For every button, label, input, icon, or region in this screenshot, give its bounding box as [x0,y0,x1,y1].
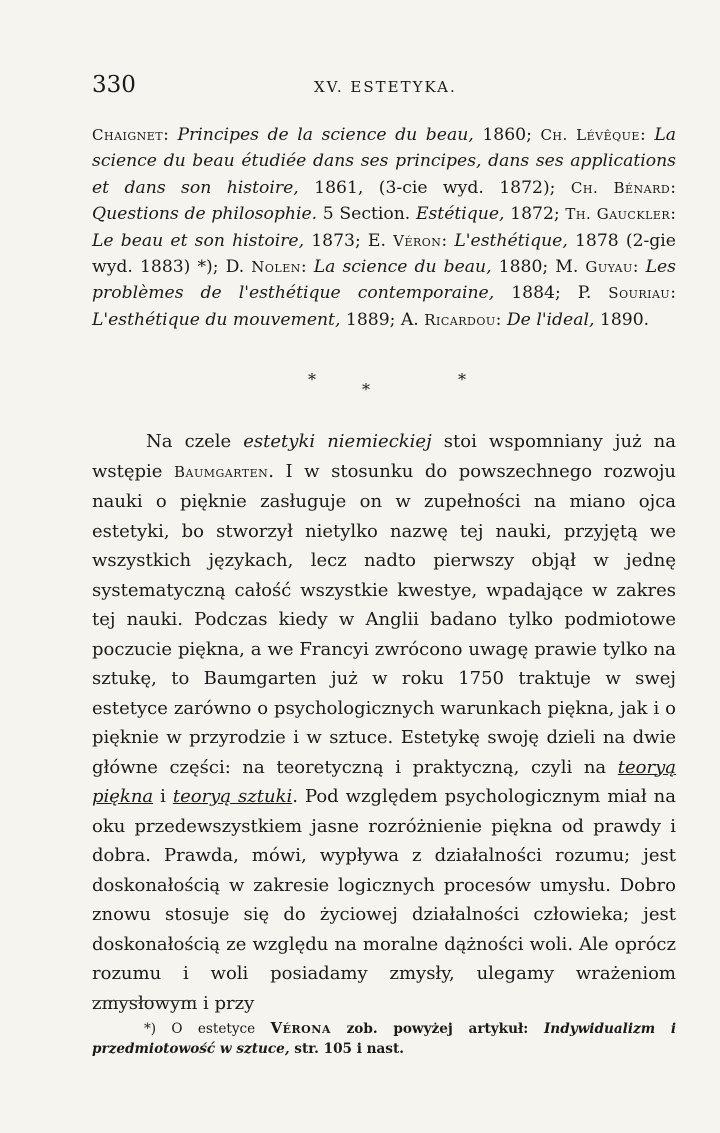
text-run: i [153,786,173,807]
citation-detail: 1861, (3-cie wyd. 1872); [298,177,571,198]
asterisk: * [362,380,370,399]
citation-detail: 1872; [504,204,566,225]
asterisk: * [458,370,466,389]
asterisk: * [308,370,316,389]
book-title: La science du beau étudiée dans ses principes, dans ses applications et dans son histoire, [92,125,676,198]
article-title: Indywidualizm i przedmiotowość w sztuce, [92,1021,676,1057]
author-name: Véron [393,231,442,250]
body-paragraph [92,427,676,1018]
author-name: Ch. Bénard [570,178,671,197]
book-title: Les problèmes de l'esthétique contemporaine, [92,257,676,304]
text-run: . Pod względem psychologicznym miał na oku przedewszystkiem jasne rozróżnienie piękna od prawdy i dobra. Prawda, mówi, wypływa z działalności rozumu; jest doskonałością w zakresie logicznych procesów umysłu. Dobro znowu stosuje się do życiowej działalności człowieka; jest doskonałością ze względu na moralne dążności woli. Ale oprócz rozumu i woli posiadamy zmysły, ulegamy wrażeniom zmysłowym i przy [92,786,677,1014]
book-title: Principes de la science du beau, [177,125,474,145]
book-title: Le beau et son histoire, [92,230,305,251]
author-name: Chaignet [92,126,164,144]
author-name: Baumgarten [173,462,269,481]
footnote-paragraph [92,1018,676,1059]
footnote-text: str. 105 i nast. [289,1041,404,1057]
page-header [92,72,672,102]
emphasis-text: teoryą sztuki [172,786,293,807]
citation-detail: 1884; P. [494,283,609,304]
emphasis-text: estetyki niemieckiej [243,431,432,452]
book-title: De l'ideal, [506,309,595,330]
footnote [92,1018,676,1059]
book-title: Estétique, [415,204,505,225]
book-title: L'esthétique, [454,230,568,251]
footnote-text: *) O estetyce [144,1021,271,1037]
page-number: 330 [92,72,136,98]
running-title: XV. ESTETYKA. [314,78,457,96]
main-text [92,427,676,1018]
footnote-text: zob. powyżej artykuł: [330,1021,544,1037]
citation-detail: 1860; [473,125,541,145]
author-name: Th. Gauckler [565,205,671,224]
citation-detail: 5 Section. [317,204,416,225]
citation-detail: 1873; E. [304,230,394,251]
author-name: Vérona [270,1019,331,1037]
emphasis-text: teoryą piękna [92,756,676,807]
book-title: L'esthétique du mouvement, [92,309,341,330]
text-run: . I w stosunku do powszechnego rozwoju nauki o pięknie zasługuje on w zupełności na miano ojca estetyki, bo stworzył nietylko nazwę tej nauki, przyjętą we wszystkich językach, lecz nadto pierwszy objął w jednę systematyczną całość wszystkie kwestye, wpadające w zakres tej nauki. Podczas kiedy w Anglii badano tylko podmiotowe poczucie piękna, a we Francyi zwrócono uwagę prawie tylko na sztukę, to Baumgarten już w roku 1750 traktuje w swej estetyce zarówno o psychologicznych warunkach piękna, jak i o pięknie w przyrodzie i w sztuce. Estetykę swoję dzieli na dwie główne części: na teoretyczną i praktyczną, czyli na [92,460,676,778]
author-name: Ricardou [424,310,496,329]
citation-detail: 1889; A. [340,309,425,330]
citation-detail: 1890. [594,309,650,330]
footnote-rule [92,1000,196,1001]
bibliography-paragraph: Chaignet: Principes de la science du beau, 1860; Ch. Lévêque: La science du beau étudiée dans ses principes, dans ses applications et dans son histoire, 1861, (3-cie wyd. 1872); Ch. Bénard: Questions de philosophie. 5 Section. Estétique, 1872; Th. Gauckler: Le beau et son histoire, 1873; E. Véron: L'esthétique, 1878 (2-gie wyd. 1883) *); D. Nolen: La science du beau, 1880; M. Guyau: Les problèmes de l'esthétique contemporaine, 1884; P. Souriau: L'esthétique du mouvement, 1889; A. Ricardou: De l'ideal, 1890. [92,125,676,330]
citation-detail: 1880; M. [491,257,586,278]
author-name: Guyau [585,258,633,277]
book-title: Questions de philosophie. [92,204,318,225]
citation-detail: 1878 (2-gie wyd. 1883) *); D. [92,230,676,278]
author-name: Nolen [251,258,301,277]
book-title: La science du beau, [313,257,492,278]
text-run: stoi wspomniany już na wstępie [92,431,676,482]
section-separator [278,370,478,400]
text-run: Na czele [146,431,244,452]
author-name: Souriau [608,284,671,303]
author-name: Ch. Lévêque [540,126,640,144]
